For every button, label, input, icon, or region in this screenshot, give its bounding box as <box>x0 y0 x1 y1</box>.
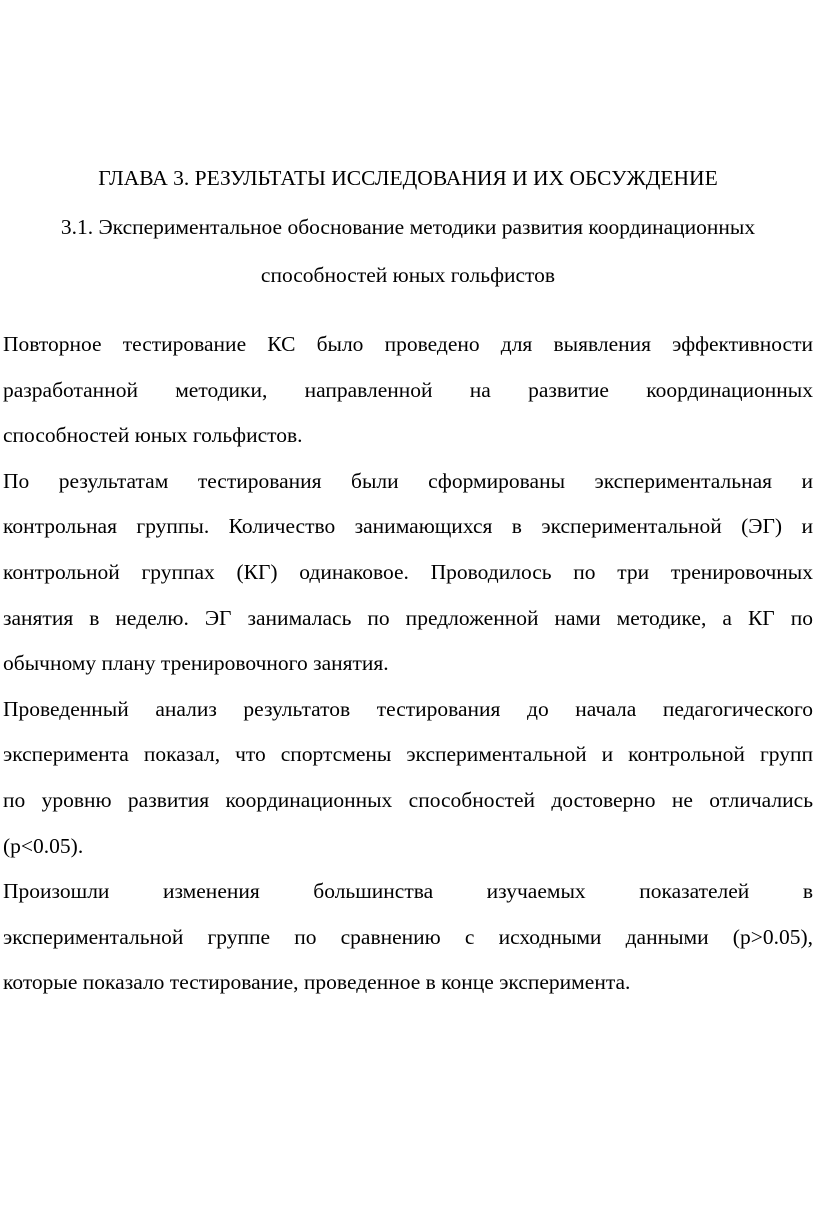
paragraph-line: которые показало тестирование, проведенное в конце эксперимента. <box>3 970 631 995</box>
paragraph-line: Произошли изменения большинства изучаемых показателей в <box>3 879 813 904</box>
paragraph-line: способностей юных гольфистов. <box>3 423 303 448</box>
section-title-line-2: способностей юных гольфистов <box>260 263 556 287</box>
paragraph-line: экспериментальной группе по сравнению с исходными данными (p>0.05), <box>3 924 813 949</box>
paragraph-line: По результатам тестирования были сформированы экспериментальная и <box>3 468 813 493</box>
section-title <box>0 203 816 299</box>
paragraph-3 <box>3 687 813 869</box>
paragraph-line: разработанной методики, направленной на развитие координационных <box>3 377 813 402</box>
paragraph-line: эксперимента показал, что спортсмены экспериментальной и контрольной групп <box>3 742 813 767</box>
paragraph-line: контрольной группах (КГ) одинаковое. Проводилось по три тренировочных <box>3 559 813 584</box>
paragraph-line: Повторное тестирование КС было проведено для выявления эффективности <box>3 332 813 356</box>
paragraph-line: (p<0.05). <box>3 833 84 858</box>
chapter-title: ГЛАВА 3. РЕЗУЛЬТАТЫ ИССЛЕДОВАНИЯ И ИХ ОБСУЖДЕНИЕ <box>98 166 718 190</box>
section-title-line-1: 3.1. Экспериментальное обоснование методики развития координационных <box>60 215 756 239</box>
paragraph-line: занятия в неделю. ЭГ занималась по предложенной нами методике, а КГ по <box>3 605 813 630</box>
paragraph-line: контрольная группы. Количество занимающихся в экспериментальной (ЭГ) и <box>3 514 813 539</box>
paragraph-2 <box>3 459 813 687</box>
paragraph-1 <box>3 322 813 459</box>
paragraph-line: по уровню развития координационных способностей достоверно не отличались <box>3 787 813 812</box>
body-text <box>3 322 813 1006</box>
paragraph-4 <box>3 869 813 1006</box>
paragraph-line: Проведенный анализ результатов тестирования до начала педагогического <box>3 696 813 721</box>
paragraph-line: обычному плану тренировочного занятия. <box>3 651 389 676</box>
